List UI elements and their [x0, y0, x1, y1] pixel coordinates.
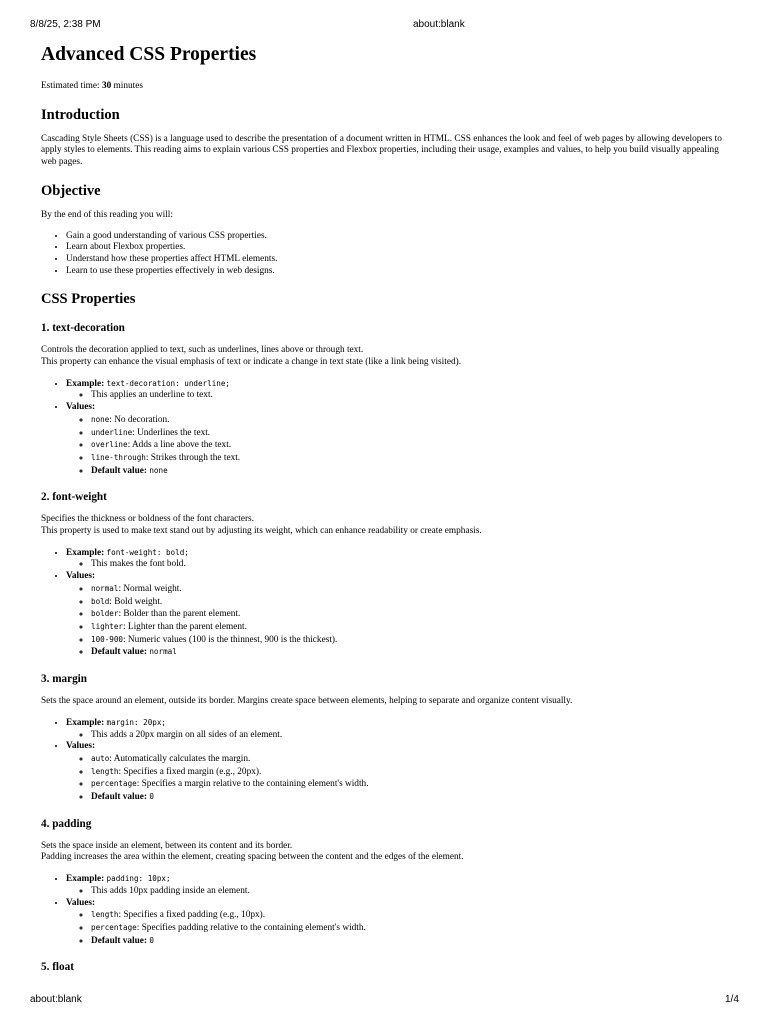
section-description: Sets the space around an element, outside its border. Margins create space between elements, helping to separate and organize content visually. [41, 696, 573, 707]
section-description: Sets the space inside an element, between its content and its border. Padding increases the area within the element, creating spacing between the content and the edges of the element. [41, 840, 464, 863]
list-item: • Learn to use these properties effectively in web designs. [66, 266, 731, 278]
values-item: • Values: ◦ auto: Automatically calculates the margin. ◦ length: Specifies a fixed margin (e.g., 20px). ◦ percentage: Specifies a margin relative to the containing element's width. ◦ Default value: 0 [66, 741, 731, 804]
value-item: ◦ lighter: Lighter than the parent element. [91, 621, 731, 634]
example-note: ◦ This applies an underline to text. [91, 390, 731, 402]
section-heading: 2. font-weight [41, 491, 107, 504]
example-item: • Example: font-weight: bold; ◦ This makes the font bold. [66, 547, 731, 571]
print-url: about:blank [413, 19, 465, 30]
document-body [41, 44, 731, 984]
section-heading: 3. margin [41, 673, 87, 686]
estimated-time: Estimated time: 30 minutes [41, 81, 143, 91]
value-item: ◦ none: No decoration. [91, 414, 731, 427]
section-details [41, 378, 731, 478]
section-heading: 5. float [41, 961, 74, 974]
objective-list [41, 231, 731, 278]
intro-heading: Introduction [41, 106, 120, 123]
print-datetime: 8/8/25, 2:38 PM [30, 19, 101, 30]
example-note: ◦ This adds a 20px margin on all sides of an element. [91, 730, 731, 742]
list-item: • Understand how these properties affect HTML elements. [66, 254, 731, 266]
page-number: 1/4 [725, 994, 739, 1005]
list-item: • Learn about Flexbox properties. [66, 242, 731, 254]
example-item: • Example: text-decoration: underline; ◦ This applies an underline to text. [66, 378, 731, 402]
example-code: font-weight: bold; [106, 547, 189, 557]
values-item: • Values: ◦ length: Specifies a fixed padding (e.g., 10px). ◦ percentage: Specifies padding relative to the containing element's width. ◦ Default value: 0 [66, 898, 731, 948]
page-title: Advanced CSS Properties [41, 44, 257, 65]
example-item: • Example: margin: 20px; ◦ This adds a 20px margin on all sides of an element. [66, 717, 731, 741]
value-item: ◦ bold: Bold weight. [91, 596, 731, 609]
value-item: ◦ line-through: Strikes through the text. [91, 452, 731, 465]
list-item: • Gain a good understanding of various CSS properties. [66, 231, 731, 243]
section-details [41, 873, 731, 947]
intro-text: Cascading Style Sheets (CSS) is a language used to describe the presentation of a document written in HTML. CSS enhances the look and feel of web pages by allowing developers to apply styles to elements. This reading aims to explain various CSS properties and Flexbox properties, including their usage, examples and values, to help you build visually appealing web pages. [41, 133, 722, 168]
value-item: ◦ percentage: Specifies padding relative to the containing element's width. [91, 922, 731, 935]
section-description: Controls the decoration applied to text, such as underlines, lines above or through text. This property can enhance the visual emphasis of text or indicate a change in text state (like a link being visited). [41, 345, 462, 368]
css-properties-heading: CSS Properties [41, 291, 136, 308]
value-item: ◦ length: Specifies a fixed padding (e.g., 10px). [91, 909, 731, 922]
example-code: text-decoration: underline; [106, 378, 230, 388]
value-item: ◦ 100-900: Numeric values (100 is the thinnest, 900 is the thickest). [91, 634, 731, 647]
default-value-item: ◦ Default value: 0 [91, 791, 731, 804]
value-item: ◦ underline: Underlines the text. [91, 427, 731, 440]
default-value-item: ◦ Default value: 0 [91, 935, 731, 948]
default-value-item: ◦ Default value: normal [91, 646, 731, 659]
example-code: margin: 20px; [106, 717, 166, 727]
value-item: ◦ bolder: Bolder than the parent element. [91, 608, 731, 621]
example-code: padding: 10px; [106, 874, 171, 884]
value-item: ◦ auto: Automatically calculates the margin. [91, 753, 731, 766]
example-note: ◦ This makes the font bold. [91, 559, 731, 571]
values-item: • Values: ◦ none: No decoration. ◦ underline: Underlines the text. ◦ overline: Adds a line above the text. ◦ line-through: Strikes through the text. ◦ Default value: none [66, 402, 731, 477]
footer-url: about:blank [30, 994, 82, 1005]
example-item: • Example: padding: 10px; ◦ This adds 10px padding inside an element. [66, 873, 731, 897]
objective-lead: By the end of this reading you will: [41, 209, 173, 220]
section-details [41, 547, 731, 659]
value-item: ◦ length: Specifies a fixed margin (e.g., 20px). [91, 766, 731, 779]
section-description: Specifies the thickness or boldness of the font characters. This property is used to make text stand out by adjusting its weight, which can enhance readability or create emphasis. [41, 514, 482, 537]
example-note: ◦ This adds 10px padding inside an element. [91, 886, 731, 898]
objective-heading: Objective [41, 182, 101, 199]
default-value-item: ◦ Default value: none [91, 465, 731, 478]
estimated-time-value: 30 [101, 81, 112, 91]
value-item: ◦ overline: Adds a line above the text. [91, 439, 731, 452]
value-item: ◦ normal: Normal weight. [91, 583, 731, 596]
value-item: ◦ percentage: Specifies a margin relative to the containing element's width. [91, 778, 731, 791]
section-heading: 4. padding [41, 817, 92, 830]
section-details [41, 717, 731, 804]
section-heading: 1. text-decoration [41, 322, 125, 335]
values-item: • Values: ◦ normal: Normal weight. ◦ bold: Bold weight. ◦ bolder: Bolder than the parent element. ◦ lighter: Lighter than the parent element. ◦ 100-900: Numeric values (100 is the thinnest, 900 is the thickest). ◦ Default value: normal [66, 571, 731, 659]
